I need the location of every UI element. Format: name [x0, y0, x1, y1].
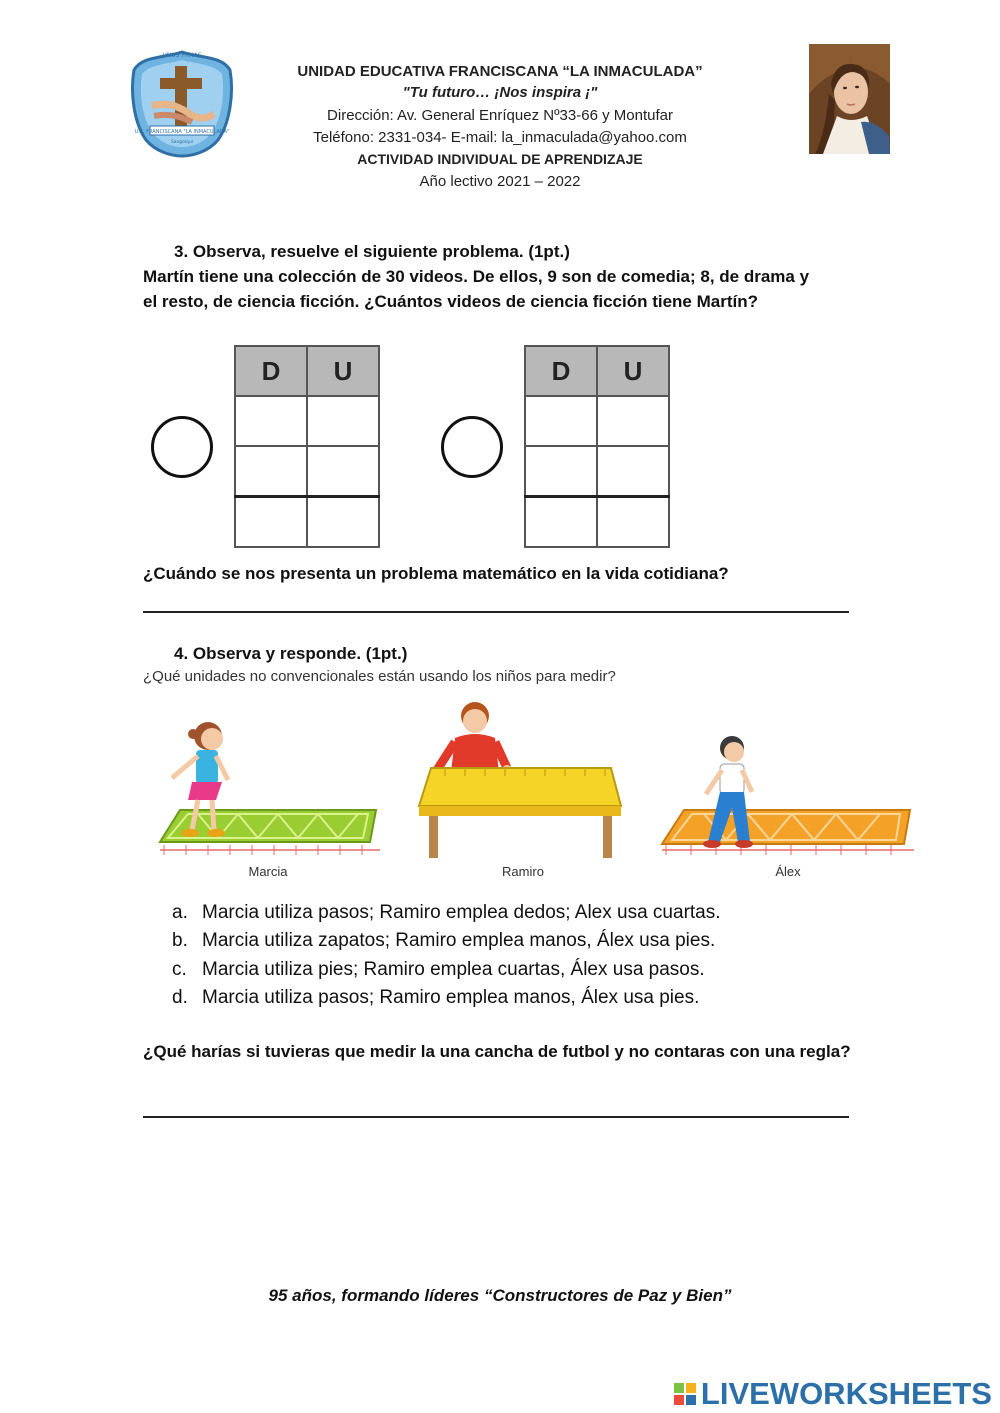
liveworksheets-watermark [674, 1376, 992, 1412]
table-cell[interactable] [235, 396, 307, 446]
operation-sign-circle[interactable] [151, 416, 213, 478]
q3-reflection-question: ¿Cuándo se nos presenta un problema matemático en la vida cotidiana? [143, 564, 729, 583]
place-value-table [524, 345, 670, 548]
q4-title: 4. Observa y responde. (1pt.) [174, 644, 408, 663]
school-name: UNIDAD EDUCATIVA FRANCISCANA “LA INMACULADA” [297, 63, 703, 80]
table-cell[interactable] [525, 446, 597, 497]
q3-problem: Martín tiene una colección de 30 videos. De ellos, 9 son de comedia; 8, de drama y el resto, de ciencia ficción. ¿Cuántos videos de ciencia ficción tiene Martín? [143, 267, 810, 311]
q3-title: 3. Observa, resuelve el siguiente problema. (1pt.) [174, 242, 570, 261]
option-letter: d. [172, 987, 188, 1008]
tens-header: D [235, 346, 307, 396]
option-c[interactable] [172, 956, 705, 984]
option-text: Marcia utiliza zapatos; Ramiro emplea manos, Álex usa pies. [202, 930, 716, 951]
school-motto: "Tu futuro… ¡Nos inspira ¡" [402, 84, 598, 101]
table-cell[interactable] [597, 446, 669, 497]
result-cell[interactable] [597, 497, 669, 548]
figure-label-ramiro: Ramiro [502, 864, 544, 879]
school-contact: Teléfono: 2331-034- E-mail: la_inmaculada@yahoo.com [313, 129, 687, 146]
table-cell[interactable] [525, 396, 597, 446]
logo-city-text: Sangolquí [170, 140, 194, 145]
operation-sign-circle[interactable] [441, 416, 503, 478]
tens-header: D [525, 346, 597, 396]
q3-answer-line[interactable] [143, 611, 849, 613]
option-text: Marcia utiliza pasos; Ramiro emplea dedos; Alex usa cuartas. [202, 902, 721, 923]
marcia-illustration [158, 716, 383, 862]
figure-label-alex: Álex [775, 864, 801, 879]
option-d[interactable] [172, 984, 699, 1012]
units-header: U [597, 346, 669, 396]
option-text: Marcia utiliza pasos; Ramiro emplea manos, Álex usa pies. [202, 987, 700, 1008]
option-text: Marcia utiliza pies; Ramiro emplea cuartas, Álex usa pasos. [202, 959, 705, 980]
q4-question: ¿Qué unidades no convencionales están usando los niños para medir? [143, 668, 616, 685]
activity-title: ACTIVIDAD INDIVIDUAL DE APRENDIZAJE [357, 151, 643, 167]
school-year: Año lectivo 2021 – 2022 [419, 173, 581, 190]
liveworksheets-text: LIVEWORKSHEETS [700, 1376, 992, 1411]
footer-slogan: 95 años, formando líderes “Constructores de Paz y Bien” [268, 1286, 732, 1305]
units-header: U [307, 346, 379, 396]
option-letter: b. [172, 930, 188, 951]
table-cell[interactable] [597, 396, 669, 446]
q4-answer-line[interactable] [143, 1116, 849, 1118]
table-cell[interactable] [307, 396, 379, 446]
result-cell[interactable] [307, 497, 379, 548]
logo-banner-text: U.E. FRANCISCANA "LA INMACULADA" [134, 129, 230, 135]
liveworksheets-logo-icon [674, 1383, 698, 1407]
result-cell[interactable] [235, 497, 307, 548]
result-cell[interactable] [525, 497, 597, 548]
place-value-table [234, 345, 380, 548]
q4-reflection-question: ¿Qué harías si tuvieras que medir la una cancha de futbol y no contaras con una regla? [143, 1042, 851, 1061]
table-cell[interactable] [307, 446, 379, 497]
ramiro-illustration [415, 696, 625, 861]
figure-label-marcia: Marcia [248, 864, 288, 879]
portrait-image [809, 44, 890, 154]
logo-top-text: UNUS PRNAS [162, 52, 202, 59]
school-address: Dirección: Av. General Enríquez Nº33-66 y Montufar [327, 107, 673, 124]
alex-illustration [660, 734, 916, 862]
option-letter: c. [172, 959, 187, 980]
option-a[interactable] [172, 899, 721, 927]
option-b[interactable] [172, 927, 715, 955]
table-cell[interactable] [235, 446, 307, 497]
option-letter: a. [172, 902, 188, 923]
